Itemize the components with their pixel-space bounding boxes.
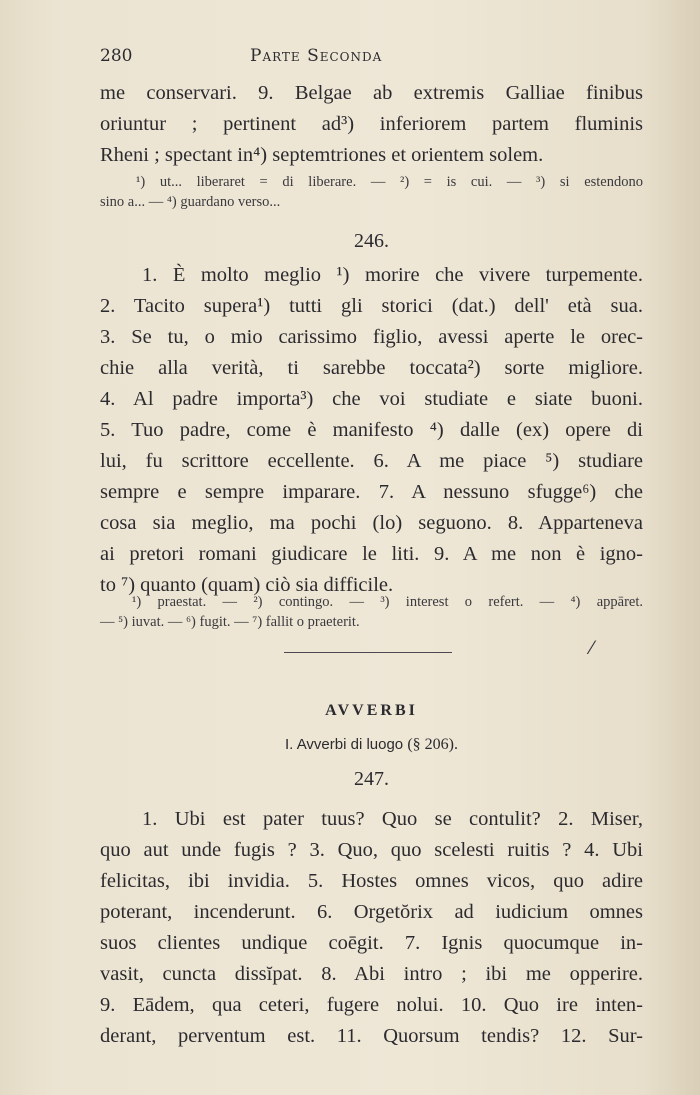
text-line: 9. Eādem, qua ceteri, fugere nolui. 10. Quo ire inten- <box>100 994 643 1016</box>
section-divider <box>284 652 452 653</box>
text-line: 1. Ubi est pater tuus? Quo se contulit? 2. Miser, <box>142 808 643 830</box>
running-title: Parte Seconda <box>250 46 383 66</box>
subsection-heading <box>100 736 643 754</box>
text-line: 5. Tuo padre, come è manifesto ⁴) dalle (ex) opere di <box>100 419 643 441</box>
text-line: poterant, incenderunt. 6. Orgetŏrix ad iudicium omnes <box>100 901 643 923</box>
text-line: 2. Tacito supera¹) tutti gli storici (dat.) dell' età sua. <box>100 295 643 317</box>
text-line: felicitas, ibi invidia. 5. Hostes omnes vicos, quo adire <box>100 870 643 892</box>
text-line: 4. Al padre importa³) che voi studiate e siate buoni. <box>100 388 643 410</box>
section-number-247: 247. <box>354 768 389 790</box>
text-line: lui, fu scrittore eccellente. 6. A me piace ⁵) studiare <box>100 450 643 472</box>
exercise-247 <box>100 804 643 1052</box>
section-number-246: 246. <box>354 230 389 252</box>
text-line: cosa sia meglio, ma pochi (lo) seguono. 8. Apparteneva <box>100 512 643 534</box>
text-line: quo aut unde fugis ? 3. Quo, quo scelesti ruitis ? 4. Ubi <box>100 839 643 861</box>
footnote-line: sino a... — ⁴) guardano verso... <box>100 194 281 210</box>
text-line: vasit, cuncta dissĭpat. 8. Abi intro ; ibi me opperire. <box>100 963 643 985</box>
footnote-line: — ⁵) iuvat. — ⁶) fugit. — ⁷) fallit o praeterit. <box>100 614 360 630</box>
text-line: ai pretori romani giudicare le liti. 9. A me non è igno- <box>100 543 643 565</box>
page-header <box>100 46 642 66</box>
text-line: derant, perventum est. 11. Quorsum tendis? 12. Sur- <box>100 1025 643 1047</box>
subsection-title: I. Avverbi di luogo <box>285 736 404 753</box>
continuation-paragraph <box>100 78 643 171</box>
page-number: 280 <box>100 46 133 66</box>
chapter-title: AVVERBI <box>325 702 418 719</box>
text-line: to ⁷) quanto (quam) ciò sia difficile. <box>100 574 394 596</box>
text-line: 3. Se tu, o mio carissimo figlio, avessi aperte le orec- <box>100 326 643 348</box>
subsection-reference: (§ 206). <box>407 736 458 753</box>
text-line: sempre e sempre imparare. 7. A nessuno sfugge⁶) che <box>100 481 643 503</box>
text-line: oriuntur ; pertinent ad³) inferiorem partem fluminis <box>100 113 643 135</box>
text-line: suos clientes undique coēgit. 7. Ignis quocumque in- <box>100 932 643 954</box>
exercise-246 <box>100 260 643 601</box>
pencil-mark-icon: ⁄ <box>590 638 594 659</box>
text-line: Rheni ; spectant in⁴) septemtriones et orientem solem. <box>100 144 544 166</box>
text-line: chie alla verità, ti sarebbe toccata²) sorte migliore. <box>100 357 643 379</box>
footnotes-246 <box>100 592 643 632</box>
text-line: me conservari. 9. Belgae ab extremis Galliae finibus <box>100 82 643 104</box>
footnote-line: ¹) ut... liberaret = di liberare. — ²) = is cui. — ³) si estendono <box>136 174 643 190</box>
text-line: 1. È molto meglio ¹) morire che vivere turpemente. <box>142 264 643 286</box>
footnote-line: ¹) praestat. — ²) contingo. — ³) interest o refert. — ⁴) appāret. <box>132 594 643 610</box>
footnotes-block1 <box>100 172 643 212</box>
